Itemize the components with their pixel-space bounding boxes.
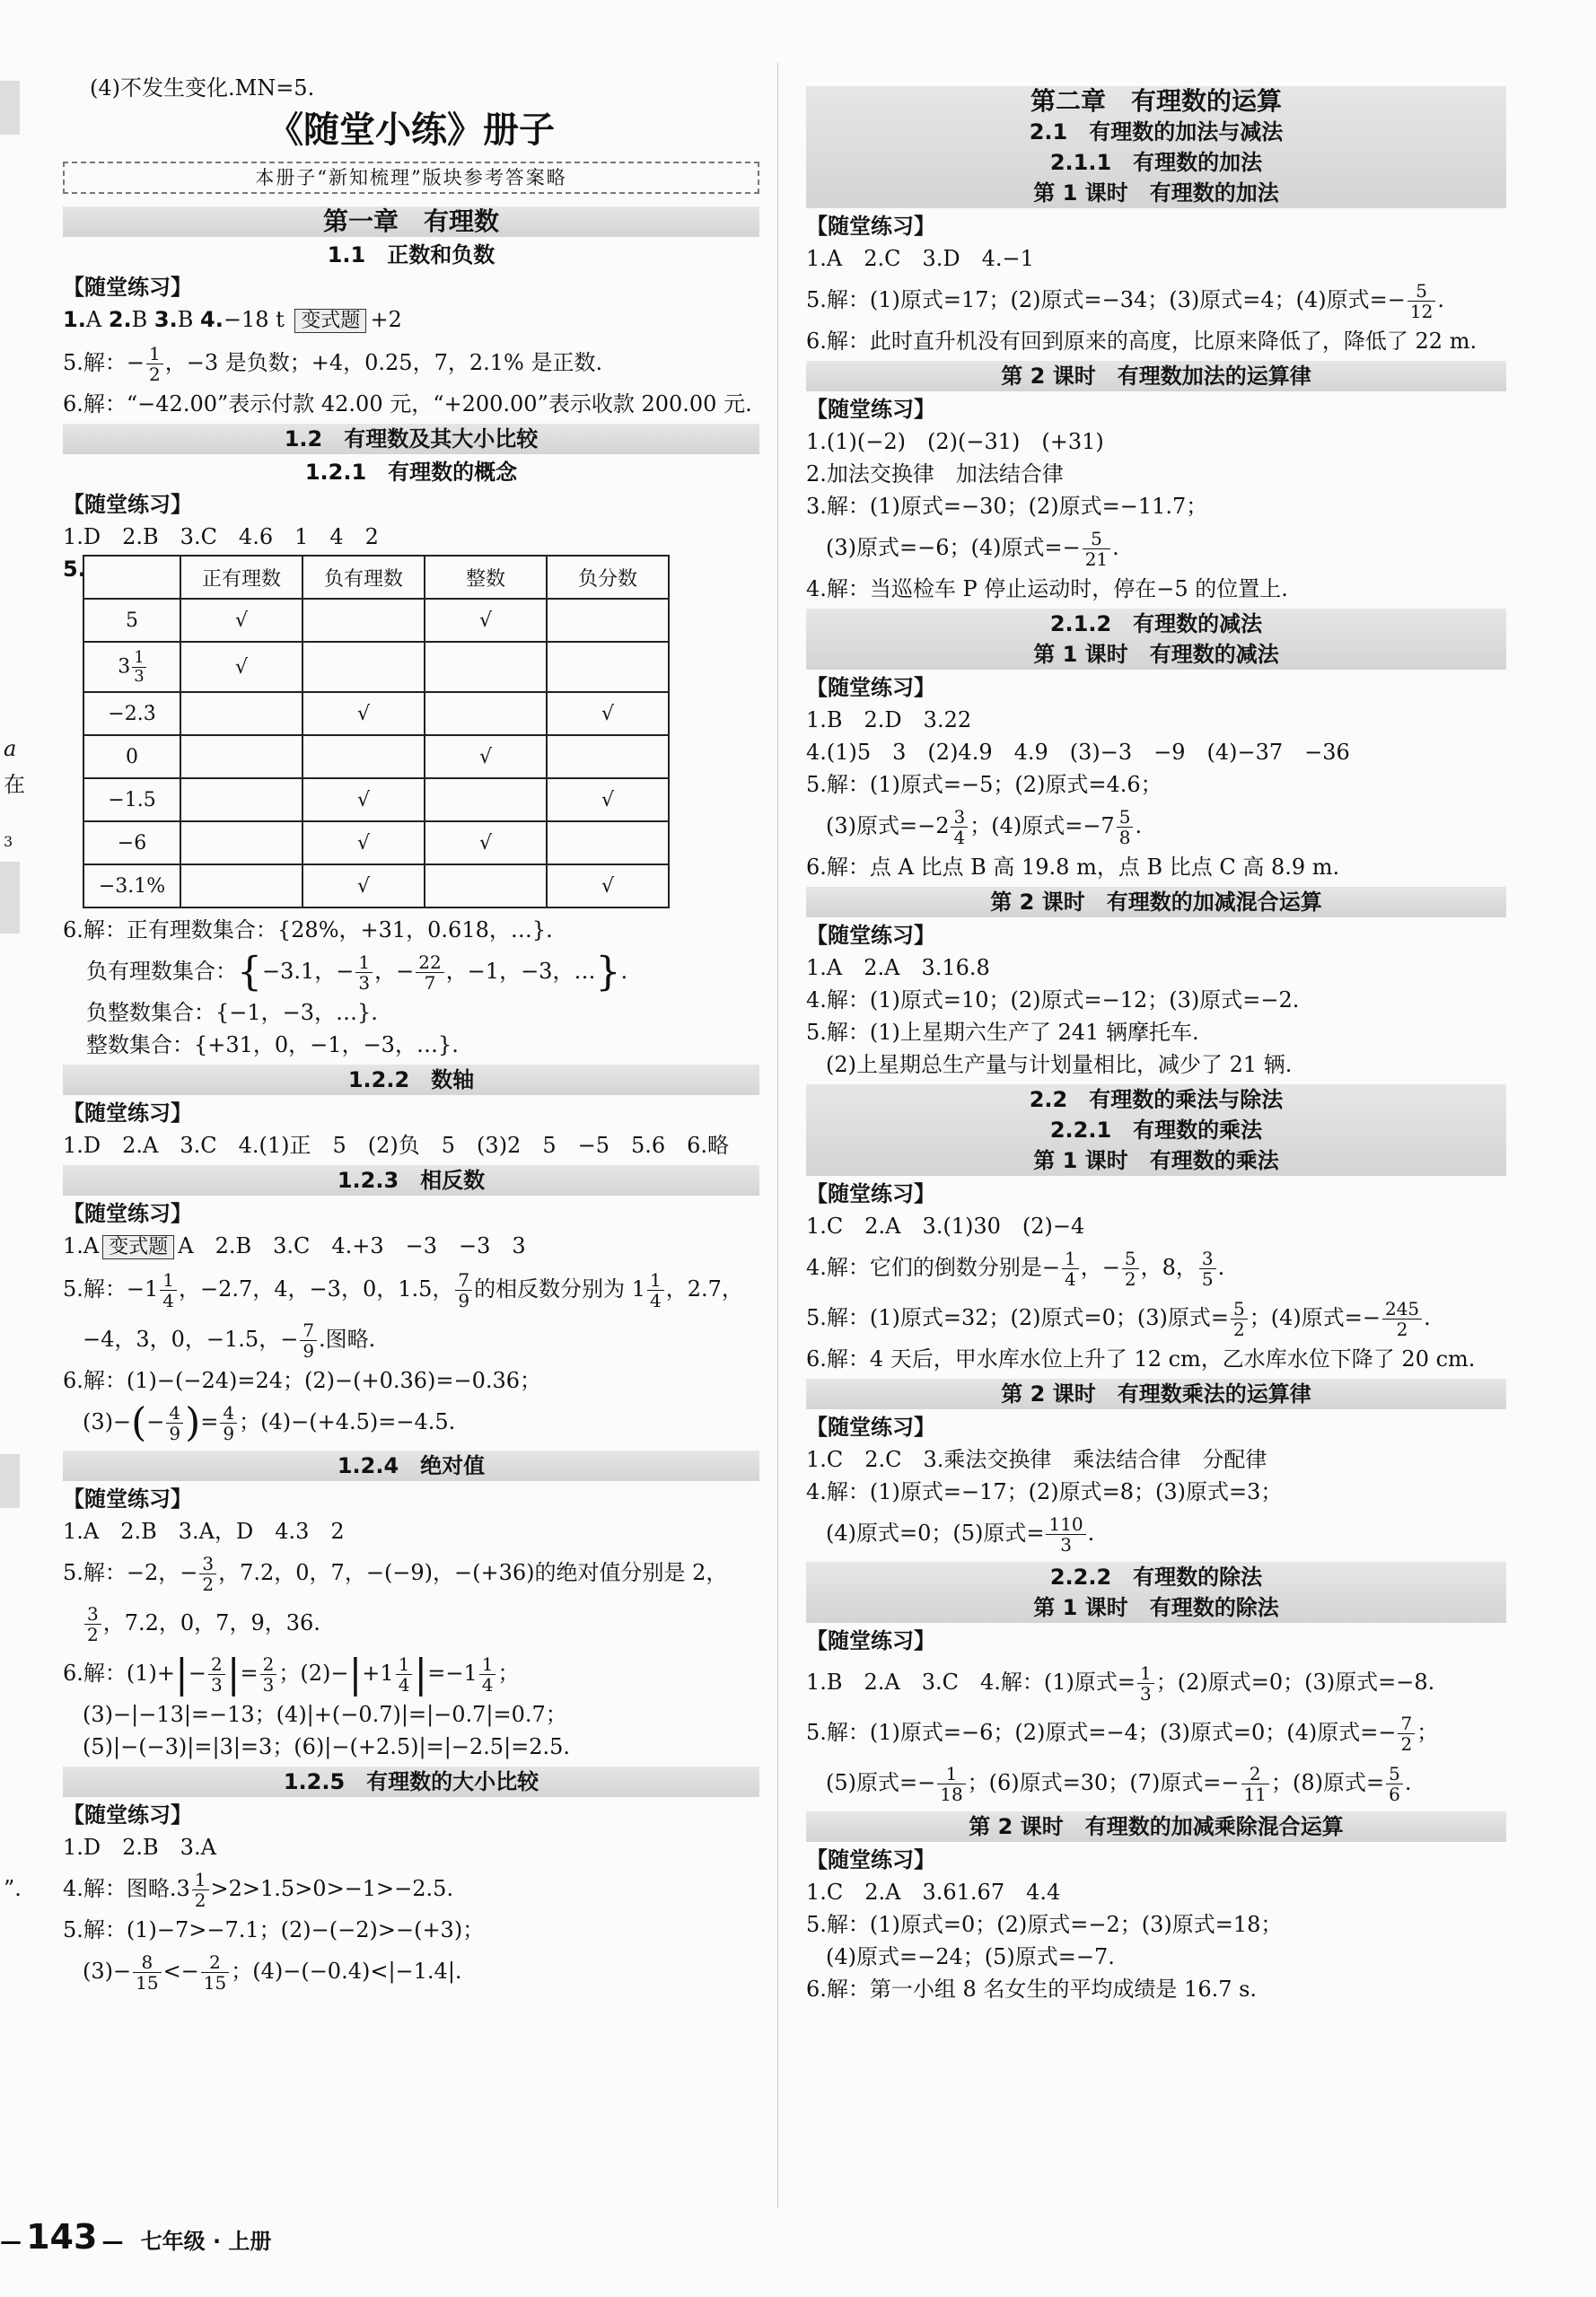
cell — [180, 692, 303, 735]
answer-line: 5.解：(1)上星期六生产了 241 辆摩托车. — [806, 1020, 1199, 1045]
answer-line: 5.解：(1)原式=0；(2)原式=−2；(3)原式=18； — [806, 1912, 1283, 1937]
answer-line: 1.A 2.A 3.16.8 — [806, 955, 990, 980]
answer-line: 5.解：(1)原式=−6；(2)原式=−4；(3)原式=0；(4)原式=− $\frac{7}{2}$ ； — [806, 1713, 1439, 1755]
answer-line: 1.B 2.D 3.22 — [806, 707, 972, 732]
answer-line: 5.解：− $\frac{1}{2}$ ，−3 是负数；+4，0.25，7，2.1% 是正数. — [63, 343, 603, 385]
answer-line: 1.D 2.B 3.C 4.6 1 4 2 — [63, 524, 379, 549]
answer-line: $\frac{3}{2}$ ，7.2，0，7，9，36. — [63, 1598, 759, 1648]
section-bar — [806, 1084, 1506, 1176]
answer-line: 1.C 2.C 3.乘法交换律 乘法结合律 分配律 — [806, 1447, 1267, 1472]
cell — [547, 735, 669, 778]
answer-line: (3)− $\frac{8}{15}$ <− $\frac{2}{15}$ ；(4)−(−0.4)<|−1.4|. — [83, 1951, 462, 1994]
footer-dash: — — [0, 2229, 22, 2254]
row-label: 0 — [83, 735, 180, 778]
lesson-bar — [806, 1811, 1506, 1842]
lesson-title: 第 2 课时 有理数加法的运算律 — [1001, 364, 1311, 389]
answer-line: (4)原式=0；(5)原式= $\frac{110}{3}$ . — [826, 1513, 1095, 1556]
margin-note: 3 — [4, 833, 13, 850]
answer-line: 6.解：点 A 比点 B 高 19.8 m，点 B 比点 C 高 8.9 m. — [806, 855, 1340, 880]
answer-line: 1.A 变式题 A 2.B 3.C 4.+3 −3 −3 3 — [63, 1233, 526, 1258]
answer-line: (3)−|−13|=−13；(4)|+(−0.7)|=|−0.7|=0.7； — [83, 1702, 567, 1727]
lesson-title: 第 1 课时 有理数的加法 — [1033, 180, 1279, 206]
practice-tag: 【随堂练习】 — [63, 1802, 192, 1828]
answer-line: 6.解：正有理数集合：{28%，+31，0.618，…}. — [63, 917, 553, 942]
cell — [547, 599, 669, 642]
cell — [180, 735, 303, 778]
practice-tag: 【随堂练习】 — [63, 492, 192, 517]
subsection-bar — [63, 1451, 759, 1481]
cell — [547, 642, 669, 692]
footer-dash: — — [101, 2229, 124, 2254]
cell: √ — [303, 778, 425, 821]
subsection-bar — [63, 1767, 759, 1797]
chapter-title: 第一章 有理数 — [322, 206, 499, 236]
right-column — [806, 83, 1506, 2005]
practice-tag: 【随堂练习】 — [806, 1415, 935, 1440]
lesson-title: 第 2 课时 有理数的加减混合运算 — [990, 890, 1322, 915]
answer-line: 1.D 2.A 3.C 4.(1)正 5 (2)负 5 (3)2 5 −5 5.6 6.略 — [63, 1133, 730, 1158]
top-line: (4)不发生变化.MN=5. — [90, 75, 315, 101]
table-header: 负有理数 — [303, 556, 425, 599]
answer-line: 1.A 2.C 3.D 4.−1 — [806, 246, 1034, 271]
table-row — [83, 642, 669, 692]
practice-tag: 【随堂练习】 — [63, 275, 192, 300]
answer-line: 1.A 2.B 3.B 4.−18 t 变式题 +2 — [63, 307, 402, 332]
margin-note: ”. — [4, 1876, 22, 1901]
answer-line: 6.解：4 天后，甲水库水位上升了 12 cm，乙水库水位下降了 20 cm. — [806, 1346, 1476, 1372]
table-row — [83, 778, 669, 821]
practice-tag: 【随堂练习】 — [63, 1100, 192, 1126]
page-footer — [0, 2217, 271, 2257]
cell — [425, 778, 547, 821]
lesson-title: 第 1 课时 有理数的除法 — [1033, 1595, 1279, 1620]
cell: √ — [303, 864, 425, 907]
answer-line: 4.解：(1)原式=10；(2)原式=−12；(3)原式=−2. — [806, 987, 1300, 1013]
cell: √ — [547, 778, 669, 821]
answer-line: (3)原式=−6；(4)原式=− $\frac{5}{21}$ . — [826, 528, 1119, 570]
answer-line: 1.A 2.B 3.A，D 4.3 2 — [63, 1519, 345, 1544]
cell — [425, 692, 547, 735]
cell — [303, 642, 425, 692]
answer-line: 负有理数集合：{−3.1，− $\frac{1}{3}$ ，− $\frac{22}{7}$ ，−1，−3，…}. — [86, 949, 628, 995]
book-title: 《随堂小练》册子 — [267, 110, 555, 151]
cell — [547, 821, 669, 864]
table-row — [83, 599, 669, 642]
table-header-row — [83, 556, 669, 599]
lesson-bar — [806, 361, 1506, 391]
answer-line: 6.解：(1)−(−24)=24；(2)−(+0.36)=−0.36； — [63, 1368, 542, 1393]
cell — [180, 778, 303, 821]
answer-line: −4，3，0，−1.5，− $\frac{7}{9}$ .图略. — [83, 1319, 376, 1362]
chapter-bar — [63, 206, 759, 237]
table-row — [83, 692, 669, 735]
answer-line: 6.解：(1)+|− $\frac{2}{3}$ |= $\frac{2}{3}$ ；(2)−|+1 $\frac{1}{4}$ |=−1 $\frac{1}{4}$ ； — [63, 1651, 520, 1697]
answer-line: (3)原式=−2 $\frac{3}{4}$ ；(4)原式=−7 $\frac{5}{8}$ . — [826, 806, 1143, 848]
answer-line: 5.解：(1)−7>−7.1；(2)−(−2)>−(+3)； — [63, 1917, 485, 1942]
row-label: 3 $\frac{1}{3}$ — [83, 642, 180, 692]
answer-line: 6.解：“−42.00”表示付款 42.00 元，“+200.00”表示收款 200.00 元. — [63, 391, 752, 416]
row-label: −2.3̇ — [83, 692, 180, 735]
row-label: 5 — [83, 599, 180, 642]
table-header: 负分数 — [547, 556, 669, 599]
chapter-bar — [806, 86, 1506, 208]
chapter-title: 第二章 有理数的运算 — [1030, 86, 1282, 116]
answer-line: 1.D 2.B 3.A — [63, 1835, 216, 1860]
cell — [425, 864, 547, 907]
subsection-title: 1.2.1 有理数的概念 — [304, 460, 518, 485]
section-title: 2.2 有理数的乘法与除法 — [1029, 1087, 1284, 1112]
cell: √ — [547, 864, 669, 907]
practice-tag: 【随堂练习】 — [63, 1201, 192, 1226]
answer-line: 1.B 2.A 3.C 4.解：(1)原式= $\frac{1}{3}$ ；(2)原式=0；(3)原式=−8. — [806, 1662, 1435, 1705]
practice-tag: 【随堂练习】 — [63, 1486, 192, 1512]
cell: √ — [425, 599, 547, 642]
variant-badge: 变式题 — [102, 1235, 174, 1259]
grade-label: 七年级 · 上册 — [140, 2229, 272, 2254]
answer-line: 5.解：−2，− $\frac{3}{2}$ ，7.2，0，7，−(−9)，−(+36)的绝对值分别是 2， — [63, 1553, 728, 1595]
margin-note: 在 — [4, 772, 25, 797]
answer-line: 4.解：当巡检车 P 停止运动时，停在−5 的位置上. — [806, 576, 1288, 601]
answer-line: (2)上星期总生产量与计划量相比，减少了 21 辆. — [826, 1052, 1293, 1077]
subsection-title: 2.1.2 有理数的减法 — [1049, 611, 1263, 636]
answer-line: (5)原式=− $\frac{1}{18}$ ；(6)原式=30；(7)原式=− $\frac{2}{11}$ ；(8)原式= $\frac{5}{6}$ . — [826, 1763, 1412, 1805]
cell — [180, 821, 303, 864]
answer-line: 4.解：它们的倒数分别是− $\frac{1}{4}$ ，− $\frac{5}{2}$ ，8， $\frac{3}{5}$ . — [806, 1248, 1225, 1290]
lesson-title: 第 1 课时 有理数的减法 — [1033, 642, 1279, 667]
lesson-bar — [806, 1379, 1506, 1409]
lesson-title: 第 1 课时 有理数的乘法 — [1033, 1148, 1279, 1173]
column-divider — [777, 63, 778, 2208]
cell: √ — [303, 692, 425, 735]
answer-line: (3)−(− $\frac{4}{9}$ )= $\frac{4}{9}$ ；(4)−(+4.5)=−4.5. — [83, 1399, 456, 1446]
answer-line: 5.解：−1 $\frac{1}{4}$ ，−2.7，4，−3，0，1.5， $\frac{7}{9}$ 的相反数分别为 1 $\frac{1}{4}$ ，2.7， — [63, 1269, 743, 1311]
answer-line: 5.解：(1)原式=−5；(2)原式=4.6； — [806, 772, 1162, 797]
subsection-bar — [63, 1165, 759, 1196]
cell — [303, 599, 425, 642]
cell: √ — [180, 642, 303, 692]
practice-tag: 【随堂练习】 — [806, 1628, 935, 1653]
lesson-bar — [806, 887, 1506, 917]
cell: √ — [303, 821, 425, 864]
cell: √ — [425, 821, 547, 864]
answer-line: 6.解：此时直升机没有回到原来的高度，比原来降低了，降低了 22 m. — [806, 329, 1478, 354]
table-header: 整数 — [425, 556, 547, 599]
answer-line: 3.解：(1)原式=−30；(2)原式=−11.7； — [806, 494, 1208, 519]
table-row — [83, 864, 669, 907]
answer-line: 6.解：第一小组 8 名女生的平均成绩是 16.7 s. — [806, 1977, 1258, 2002]
cell: √ — [425, 735, 547, 778]
section-title: 2.1 有理数的加法与减法 — [1029, 119, 1284, 145]
table-block — [63, 553, 759, 914]
table-row — [83, 735, 669, 778]
row-label: −6 — [83, 821, 180, 864]
subsection-title: 1.2.3 相反数 — [337, 1168, 486, 1193]
classification-table — [83, 555, 670, 908]
section-bar — [63, 424, 759, 454]
answer-line: 5.解：(1)原式=32；(2)原式=0；(3)原式= $\frac{5}{2}$ ；(4)原式=− $\frac{245}{2}$ . — [806, 1298, 1431, 1340]
row-label: −3.1% — [83, 864, 180, 907]
left-column — [63, 72, 759, 1996]
subsection-title: 2.1.1 有理数的加法 — [1049, 150, 1263, 175]
practice-tag: 【随堂练习】 — [806, 214, 935, 239]
cell: √ — [180, 599, 303, 642]
table-corner — [83, 556, 180, 599]
row-label: −1.5 — [83, 778, 180, 821]
cell — [303, 735, 425, 778]
section-title: 1.2 有理数及其大小比较 — [284, 426, 539, 452]
answer-line: 1.C 2.A 3.(1)30 (2)−4 — [806, 1214, 1085, 1239]
variant-badge: 变式题 — [294, 309, 366, 333]
section-title: 1.1 正数和负数 — [327, 242, 495, 267]
answer-line: 2.加法交换律 加法结合律 — [806, 461, 1064, 487]
answer-line: 4.解：图略.3 $\frac{1}{2}$ >2>1.5>0>−1>−2.5. — [63, 1869, 454, 1911]
subsection-title: 1.2.5 有理数的大小比较 — [283, 1769, 539, 1794]
answer-line: 负整数集合：{−1，−3，…}. — [86, 1000, 378, 1025]
row-label-whole: 3 — [118, 655, 131, 678]
margin-note: a — [4, 736, 17, 761]
answer-line: 5.解：(1)原式=17；(2)原式=−34；(3)原式=4；(4)原式=− $\frac{5}{12}$ . — [806, 280, 1444, 322]
subsection-title: 2.2.1 有理数的乘法 — [1049, 1118, 1263, 1143]
practice-tag: 【随堂练习】 — [806, 1847, 935, 1872]
subsection-bar — [806, 609, 1506, 670]
cell — [180, 864, 303, 907]
answer-line: 4.(1)5 3 (2)4.9 4.9 (3)−3 −9 (4)−37 −36 — [806, 740, 1350, 765]
answer-line: 整数集合：{+31，0，−1，−3，…}. — [86, 1032, 459, 1057]
cell — [425, 642, 547, 692]
answer-line: (4)原式=−24；(5)原式=−7. — [826, 1944, 1115, 1969]
subsection-title: 2.2.2 有理数的除法 — [1049, 1565, 1263, 1590]
practice-tag: 【随堂练习】 — [806, 397, 935, 422]
left-edge-strip — [0, 81, 20, 135]
cell: √ — [547, 692, 669, 735]
practice-tag: 【随堂练习】 — [806, 923, 935, 948]
subsection-bar — [806, 1562, 1506, 1623]
practice-tag: 【随堂练习】 — [806, 1181, 935, 1206]
subsection-title: 1.2.4 绝对值 — [337, 1453, 486, 1478]
answer-number: 5. — [63, 557, 86, 582]
lesson-title: 第 2 课时 有理数乘法的运算律 — [1001, 1381, 1311, 1407]
table-header: 正有理数 — [180, 556, 303, 599]
answer-line: 1.(1)(−2) (2)(−31) (+31) — [806, 429, 1104, 454]
subsection-bar — [63, 1065, 759, 1095]
left-edge-strip — [0, 862, 20, 934]
table-row — [83, 821, 669, 864]
answer-line: 1.C 2.A 3.61.67 4.4 — [806, 1880, 1061, 1905]
answer-line: 4.解：(1)原式=−17；(2)原式=8；(3)原式=3； — [806, 1479, 1283, 1504]
page-number: 143 — [26, 2217, 98, 2257]
answer-note: 本册子“新知梳理”版块参考答案略 — [63, 162, 759, 194]
left-edge-strip — [0, 1454, 20, 1508]
subsection-title: 1.2.2 数轴 — [347, 1067, 475, 1092]
answer-line: (5)|−(−3)|=|3|=3；(6)|−(+2.5)|=|−2.5|=2.5. — [83, 1734, 571, 1759]
lesson-title: 第 2 课时 有理数的加减乘除混合运算 — [969, 1814, 1344, 1839]
practice-tag: 【随堂练习】 — [806, 675, 935, 700]
